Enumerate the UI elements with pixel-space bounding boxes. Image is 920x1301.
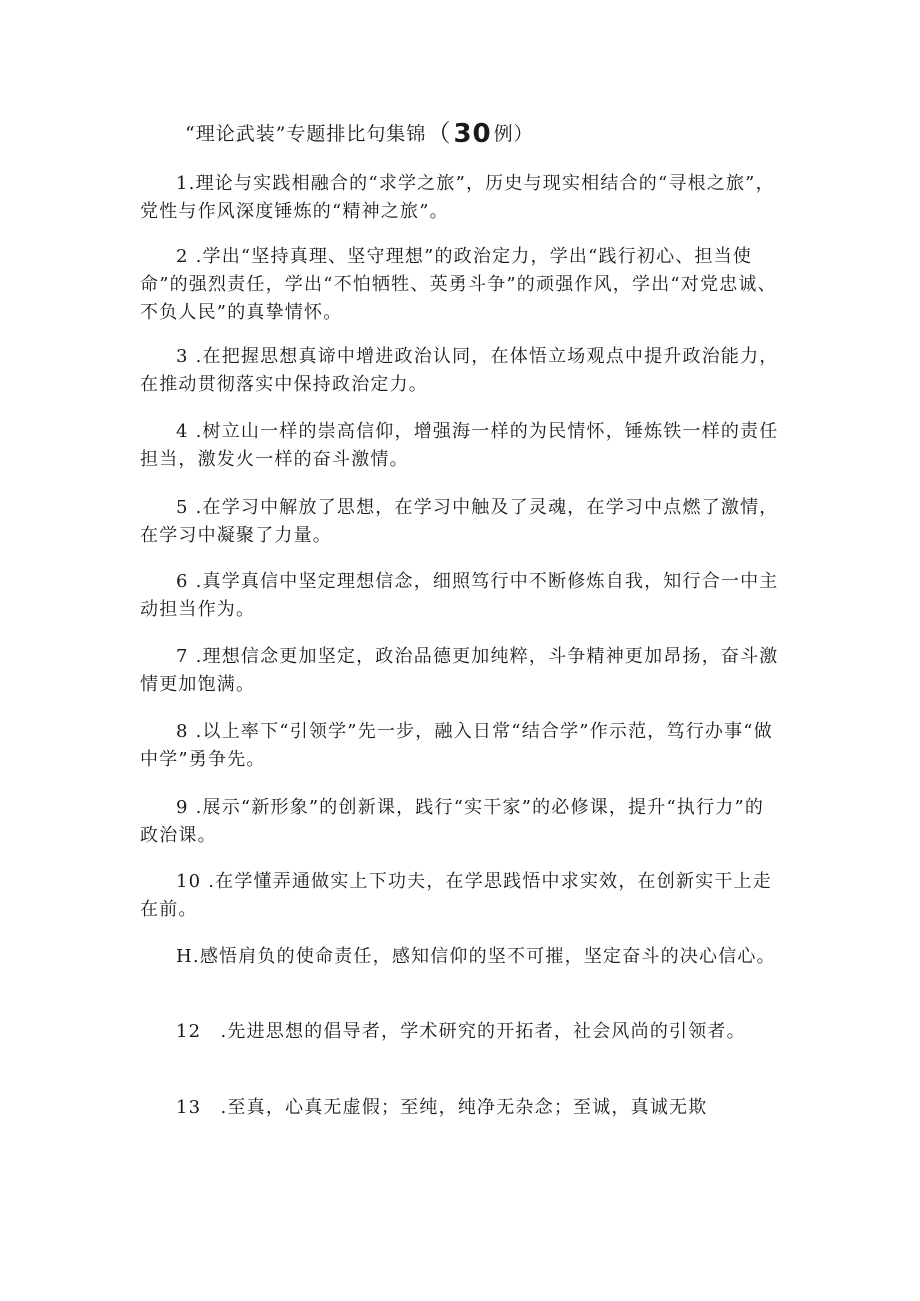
paragraph-3: 3 .在把握思想真谛中增进政治认同，在体悟立场观点中提升政治能力，在推动贯彻落实中保持政治定力。 <box>140 346 779 395</box>
paragraph-1: 1.理论与实践相融合的“求学之旅”，历史与现实相结合的“寻根之旅”，党性与作风深度锤炼的“精神之旅”。 <box>140 173 775 222</box>
title-count: 30 <box>453 119 492 149</box>
paragraph-2: 2 .学出“坚持真理、坚守理想”的政治定力，学出“践行初心、担当使命”的强烈责任，学出“不怕牺牲、英勇斗争”的顽强作风，学出“对党忠诚、不负人民”的真挚情怀。 <box>140 246 777 323</box>
paragraph-11: H.感悟肩负的使命责任，感知信仰的坚不可摧，坚定奋斗的决心信心。 <box>176 946 776 967</box>
paragraph-7: 7 .理想信念更加坚定，政治品德更加纯粹，斗争精神更加昂扬，奋斗激情更加饱满。 <box>140 646 779 695</box>
document-title <box>185 118 534 149</box>
paragraph-12: 12 .先进思想的倡导者，学术研究的开拓者，社会风尚的引领者。 <box>176 1021 746 1042</box>
paragraph-10: 10 .在学懂弄通做实上下功夫，在学思践悟中求实效，在创新实干上走在前。 <box>140 871 772 920</box>
paragraph-4: 4 .树立山一样的崇高信仰，增强海一样的为民情怀，锤炼铁一样的责任担当，激发火一样的奋斗激情。 <box>140 421 779 470</box>
paragraph-8: 8 .以上率下“引领学”先一步，融入日常“结合学”作示范，笃行办事“做中学”勇争先。 <box>140 721 773 770</box>
paragraph-6: 6 .真学真信中坚定理想信念，细照笃行中不断修炼自我，知行合一中主动担当作为。 <box>140 571 779 620</box>
paragraph-5: 5 .在学习中解放了思想，在学习中触及了灵魂，在学习中点燃了激情，在学习中凝聚了力量。 <box>140 497 779 546</box>
title-open-paren: （ <box>426 119 452 147</box>
paragraph-13: 13 .至真，心真无虚假；至纯，纯净无杂念；至诚，真诚无欺 <box>176 1097 708 1118</box>
title-suffix: 例） <box>493 123 534 145</box>
title-text: “理论武装”专题排比句集锦 <box>185 123 427 145</box>
paragraph-9: 9 .展示“新形象”的创新课，践行“实干家”的必修课，提升“执行力”的政治课。 <box>140 797 765 846</box>
